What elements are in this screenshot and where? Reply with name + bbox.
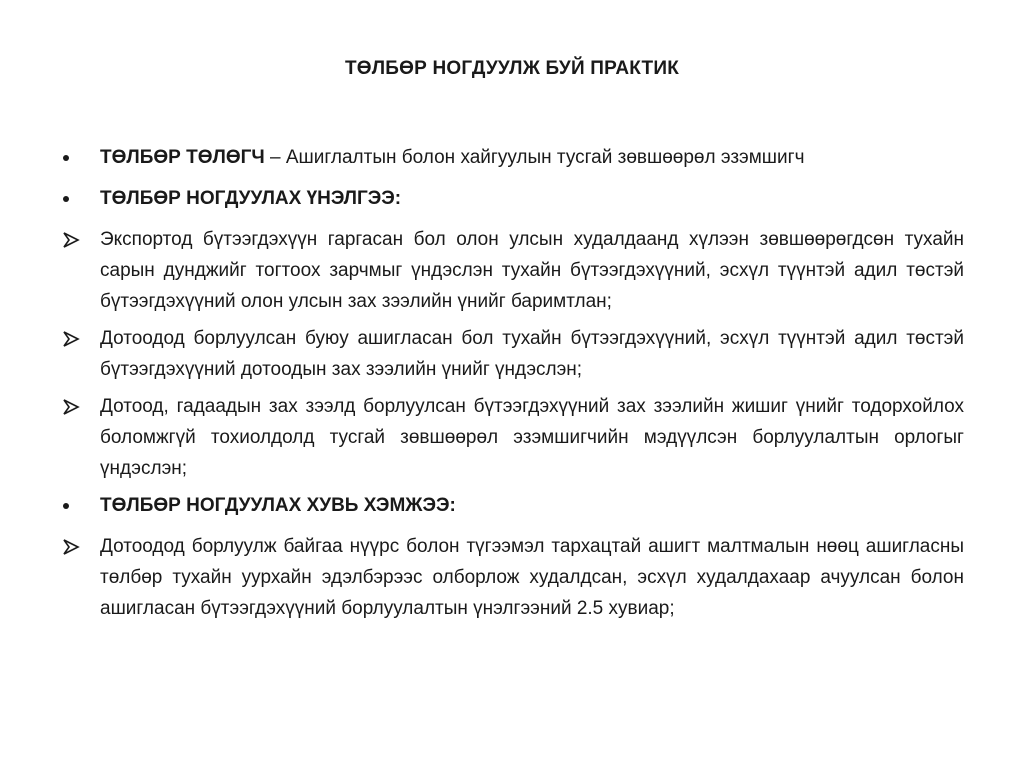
list-item — [62, 490, 964, 521]
arrow-bullet-icon — [62, 531, 86, 562]
item-text: – Ашиглалтын болон хайгуулын тусгай зөвшөөрөл эзэмшигч — [264, 147, 805, 168]
item-text: Дотоод, гадаадын зах зээлд борлуулсан бүтээгдэхүүний зах зээлийн жишиг үнийг тодорхойлох боломжгүй тохиолдолд тусгай зөвшөөрөл эзэмшигчийн мэдүүлсэн борлуулалтын орлогыг үндэслэн; — [100, 396, 964, 479]
item-heading: ТӨЛБӨР НОГДУУЛАХ ҮНЭЛГЭЭ: — [100, 188, 402, 209]
arrow-bullet-icon — [62, 391, 86, 422]
list-item — [62, 323, 964, 385]
list-item — [62, 531, 964, 624]
arrow-bullet-icon — [62, 224, 86, 255]
item-heading: ТӨЛБӨР ТӨЛӨГЧ — [100, 147, 265, 168]
list-item — [62, 142, 964, 173]
item-text: Экспортод бүтээгдэхүүн гаргасан бол олон улсын худалдаанд хүлээн зөвшөөрөгдсөн тухайн сарын дунджийг тогтоох зарчмыг үндэслэн тухайн бүтээгдэхүүний, эсхүл түүнтэй адил төстэй бүтээгдэхүүний олон улсын зах зээлийн үнийг баримтлан; — [100, 229, 964, 312]
arrow-bullet-icon — [62, 323, 86, 354]
bullet-icon — [62, 183, 86, 214]
bullet-icon — [62, 490, 86, 521]
item-text: Дотоодод борлуулж байгаа нүүрс болон түгээмэл тархацтай ашигт малтмалын нөөц ашигласны төлбөр тухайн уурхайн эдэлбэрээс олборлож худалдсан, эсхүл худалдахаар ачуулсан болон ашигласан бүтээгдэхүүний борлуулалтын үнэлгээний 2.5 хувиар; — [100, 536, 964, 619]
item-heading: ТӨЛБӨР НОГДУУЛАХ ХУВЬ ХЭМЖЭЭ: — [100, 495, 456, 516]
list-item — [62, 224, 964, 317]
slide-content — [62, 142, 964, 630]
list-item — [62, 183, 964, 214]
slide-title: ТӨЛБӨР НОГДУУЛЖ БУЙ ПРАКТИК — [344, 58, 679, 79]
list-item — [62, 391, 964, 484]
item-text: Дотоодод борлуулсан буюу ашигласан бол тухайн бүтээгдэхүүний, эсхүл түүнтэй адил төстэй бүтээгдэхүүний дотоодын зах зээлийн үнийг үндэслэн; — [100, 328, 964, 380]
bullet-icon — [62, 142, 86, 173]
